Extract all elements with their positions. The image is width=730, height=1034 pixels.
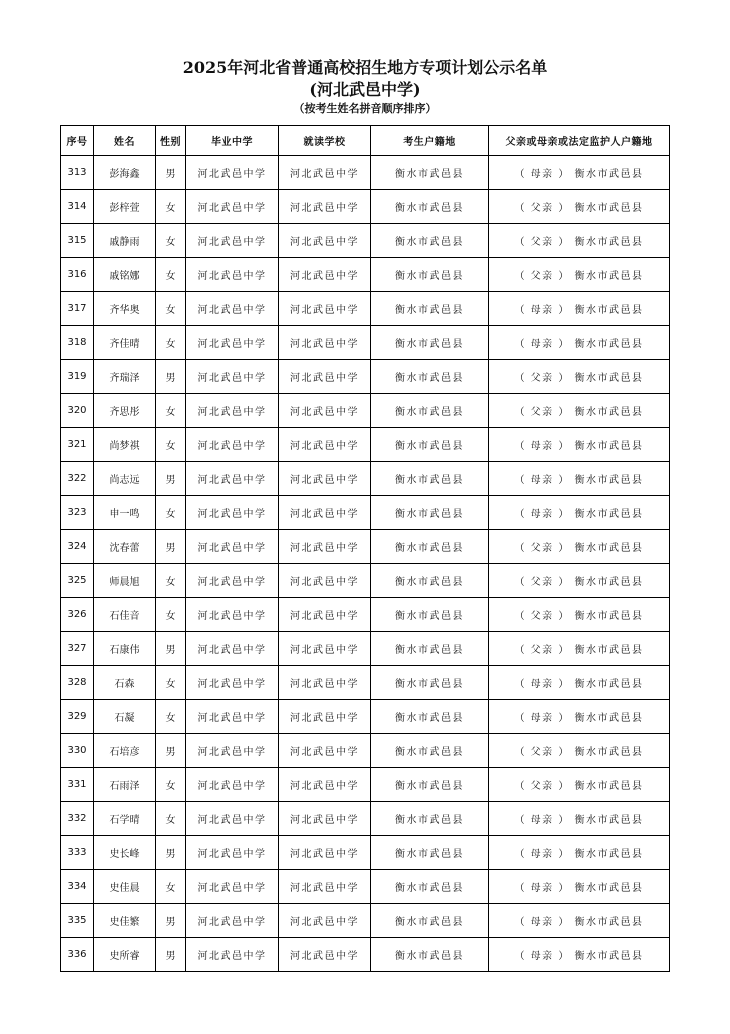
cell-name: 石雨泽: [94, 768, 156, 802]
table-row: [61, 870, 670, 904]
cell-student-residence: 衡水市武邑县: [371, 938, 489, 972]
cell-student-residence: 衡水市武邑县: [371, 462, 489, 496]
cell-name: 尚梦祺: [94, 428, 156, 462]
cell-student-residence: 衡水市武邑县: [371, 734, 489, 768]
cell-guardian-residence: （ 母亲 ） 衡水市武邑县: [489, 904, 670, 938]
cell-serial-number: 326: [61, 598, 94, 632]
table-row: [61, 292, 670, 326]
cell-current-school: 河北武邑中学: [279, 190, 371, 224]
table-row: [61, 938, 670, 972]
cell-guardian-residence: （ 父亲 ） 衡水市武邑县: [489, 190, 670, 224]
cell-graduation-school: 河北武邑中学: [186, 156, 279, 190]
cell-name: 齐思彤: [94, 394, 156, 428]
cell-graduation-school: 河北武邑中学: [186, 938, 279, 972]
cell-serial-number: 315: [61, 224, 94, 258]
table-row: [61, 802, 670, 836]
cell-student-residence: 衡水市武邑县: [371, 496, 489, 530]
cell-graduation-school: 河北武邑中学: [186, 190, 279, 224]
cell-graduation-school: 河北武邑中学: [186, 802, 279, 836]
cell-current-school: 河北武邑中学: [279, 734, 371, 768]
cell-name: 戚铭娜: [94, 258, 156, 292]
cell-student-residence: 衡水市武邑县: [371, 598, 489, 632]
cell-student-residence: 衡水市武邑县: [371, 360, 489, 394]
header-serial-number: 序号: [61, 126, 94, 156]
cell-guardian-residence: （ 母亲 ） 衡水市武邑县: [489, 802, 670, 836]
cell-student-residence: 衡水市武邑县: [371, 156, 489, 190]
cell-student-residence: 衡水市武邑县: [371, 666, 489, 700]
cell-student-residence: 衡水市武邑县: [371, 870, 489, 904]
cell-student-residence: 衡水市武邑县: [371, 632, 489, 666]
cell-current-school: 河北武邑中学: [279, 530, 371, 564]
cell-student-residence: 衡水市武邑县: [371, 530, 489, 564]
cell-serial-number: 314: [61, 190, 94, 224]
cell-guardian-residence: （ 母亲 ） 衡水市武邑县: [489, 836, 670, 870]
table-row: [61, 666, 670, 700]
cell-gender: 女: [156, 598, 186, 632]
cell-gender: 女: [156, 224, 186, 258]
cell-guardian-residence: （ 父亲 ） 衡水市武邑县: [489, 734, 670, 768]
cell-guardian-residence: （ 母亲 ） 衡水市武邑县: [489, 496, 670, 530]
cell-gender: 男: [156, 156, 186, 190]
cell-student-residence: 衡水市武邑县: [371, 224, 489, 258]
cell-guardian-residence: （ 父亲 ） 衡水市武邑县: [489, 564, 670, 598]
cell-serial-number: 327: [61, 632, 94, 666]
cell-serial-number: 319: [61, 360, 94, 394]
cell-name: 沈春蕾: [94, 530, 156, 564]
cell-serial-number: 331: [61, 768, 94, 802]
cell-guardian-residence: （ 母亲 ） 衡水市武邑县: [489, 156, 670, 190]
header-graduation-school: 毕业中学: [186, 126, 279, 156]
cell-gender: 女: [156, 326, 186, 360]
table-row: [61, 836, 670, 870]
table-row: [61, 496, 670, 530]
cell-graduation-school: 河北武邑中学: [186, 666, 279, 700]
cell-gender: 男: [156, 462, 186, 496]
table-row: [61, 734, 670, 768]
cell-name: 申一鸣: [94, 496, 156, 530]
cell-current-school: 河北武邑中学: [279, 836, 371, 870]
cell-graduation-school: 河北武邑中学: [186, 530, 279, 564]
cell-guardian-residence: （ 父亲 ） 衡水市武邑县: [489, 598, 670, 632]
table-header-row: [61, 126, 670, 156]
cell-current-school: 河北武邑中学: [279, 802, 371, 836]
cell-guardian-residence: （ 母亲 ） 衡水市武邑县: [489, 326, 670, 360]
table-row: [61, 360, 670, 394]
cell-guardian-residence: （ 母亲 ） 衡水市武邑县: [489, 428, 670, 462]
cell-graduation-school: 河北武邑中学: [186, 496, 279, 530]
cell-graduation-school: 河北武邑中学: [186, 768, 279, 802]
cell-gender: 男: [156, 836, 186, 870]
table-row: [61, 632, 670, 666]
cell-current-school: 河北武邑中学: [279, 428, 371, 462]
table-row: [61, 768, 670, 802]
roster-table: [60, 125, 670, 972]
cell-current-school: 河北武邑中学: [279, 156, 371, 190]
cell-serial-number: 330: [61, 734, 94, 768]
cell-gender: 男: [156, 904, 186, 938]
cell-serial-number: 317: [61, 292, 94, 326]
cell-name: 史佳晨: [94, 870, 156, 904]
cell-serial-number: 333: [61, 836, 94, 870]
cell-serial-number: 325: [61, 564, 94, 598]
cell-name: 戚静雨: [94, 224, 156, 258]
table-row: [61, 156, 670, 190]
cell-gender: 男: [156, 938, 186, 972]
cell-gender: 男: [156, 530, 186, 564]
cell-graduation-school: 河北武邑中学: [186, 700, 279, 734]
table-row: [61, 904, 670, 938]
cell-gender: 女: [156, 394, 186, 428]
cell-gender: 女: [156, 802, 186, 836]
cell-name: 石康伟: [94, 632, 156, 666]
cell-current-school: 河北武邑中学: [279, 462, 371, 496]
cell-current-school: 河北武邑中学: [279, 870, 371, 904]
cell-gender: 女: [156, 700, 186, 734]
cell-name: 齐瑞泽: [94, 360, 156, 394]
header-current-school: 就读学校: [279, 126, 371, 156]
cell-serial-number: 334: [61, 870, 94, 904]
cell-serial-number: 316: [61, 258, 94, 292]
cell-student-residence: 衡水市武邑县: [371, 326, 489, 360]
cell-student-residence: 衡水市武邑县: [371, 190, 489, 224]
cell-graduation-school: 河北武邑中学: [186, 394, 279, 428]
cell-current-school: 河北武邑中学: [279, 768, 371, 802]
header-gender: 性别: [156, 126, 186, 156]
cell-graduation-school: 河北武邑中学: [186, 224, 279, 258]
cell-current-school: 河北武邑中学: [279, 394, 371, 428]
cell-student-residence: 衡水市武邑县: [371, 836, 489, 870]
cell-serial-number: 318: [61, 326, 94, 360]
sort-order-note: （按考生姓名拼音顺序排序）: [293, 102, 437, 115]
cell-graduation-school: 河北武邑中学: [186, 292, 279, 326]
cell-current-school: 河北武邑中学: [279, 292, 371, 326]
cell-serial-number: 332: [61, 802, 94, 836]
cell-student-residence: 衡水市武邑县: [371, 428, 489, 462]
cell-current-school: 河北武邑中学: [279, 258, 371, 292]
cell-graduation-school: 河北武邑中学: [186, 598, 279, 632]
table-row: [61, 530, 670, 564]
cell-student-residence: 衡水市武邑县: [371, 258, 489, 292]
cell-gender: 男: [156, 360, 186, 394]
cell-current-school: 河北武邑中学: [279, 700, 371, 734]
cell-name: 齐佳晴: [94, 326, 156, 360]
cell-current-school: 河北武邑中学: [279, 904, 371, 938]
cell-serial-number: 324: [61, 530, 94, 564]
cell-name: 史佳繁: [94, 904, 156, 938]
cell-current-school: 河北武邑中学: [279, 938, 371, 972]
header-student-residence: 考生户籍地: [371, 126, 489, 156]
cell-serial-number: 323: [61, 496, 94, 530]
table-row: [61, 258, 670, 292]
cell-serial-number: 336: [61, 938, 94, 972]
cell-name: 彭梓萱: [94, 190, 156, 224]
cell-serial-number: 321: [61, 428, 94, 462]
cell-guardian-residence: （ 母亲 ） 衡水市武邑县: [489, 700, 670, 734]
table-row: [61, 190, 670, 224]
table-row: [61, 598, 670, 632]
cell-name: 石凝: [94, 700, 156, 734]
cell-serial-number: 335: [61, 904, 94, 938]
cell-current-school: 河北武邑中学: [279, 224, 371, 258]
cell-graduation-school: 河北武邑中学: [186, 428, 279, 462]
cell-graduation-school: 河北武邑中学: [186, 836, 279, 870]
cell-current-school: 河北武邑中学: [279, 360, 371, 394]
cell-guardian-residence: （ 父亲 ） 衡水市武邑县: [489, 530, 670, 564]
cell-name: 石森: [94, 666, 156, 700]
cell-gender: 女: [156, 496, 186, 530]
cell-guardian-residence: （ 父亲 ） 衡水市武邑县: [489, 224, 670, 258]
cell-name: 石培彦: [94, 734, 156, 768]
cell-current-school: 河北武邑中学: [279, 632, 371, 666]
header-name: 姓名: [94, 126, 156, 156]
table-row: [61, 428, 670, 462]
cell-name: 石学晴: [94, 802, 156, 836]
cell-name: 史所睿: [94, 938, 156, 972]
table-row: [61, 462, 670, 496]
cell-guardian-residence: （ 母亲 ） 衡水市武邑县: [489, 292, 670, 326]
cell-guardian-residence: （ 父亲 ） 衡水市武邑县: [489, 258, 670, 292]
cell-name: 尚志远: [94, 462, 156, 496]
cell-name: 石佳音: [94, 598, 156, 632]
cell-current-school: 河北武邑中学: [279, 564, 371, 598]
document-subtitle: (河北武邑中学): [309, 80, 421, 99]
cell-guardian-residence: （ 母亲 ） 衡水市武邑县: [489, 462, 670, 496]
cell-guardian-residence: （ 父亲 ） 衡水市武邑县: [489, 632, 670, 666]
cell-guardian-residence: （ 父亲 ） 衡水市武邑县: [489, 768, 670, 802]
cell-name: 师晨旭: [94, 564, 156, 598]
cell-gender: 男: [156, 734, 186, 768]
cell-current-school: 河北武邑中学: [279, 598, 371, 632]
table-body: [61, 156, 670, 972]
cell-gender: 女: [156, 666, 186, 700]
cell-current-school: 河北武邑中学: [279, 496, 371, 530]
cell-name: 彭海鑫: [94, 156, 156, 190]
cell-student-residence: 衡水市武邑县: [371, 904, 489, 938]
cell-gender: 女: [156, 190, 186, 224]
cell-graduation-school: 河北武邑中学: [186, 632, 279, 666]
cell-gender: 女: [156, 768, 186, 802]
cell-name: 史长峰: [94, 836, 156, 870]
table-row: [61, 564, 670, 598]
table-row: [61, 224, 670, 258]
cell-guardian-residence: （ 父亲 ） 衡水市武邑县: [489, 394, 670, 428]
cell-gender: 女: [156, 428, 186, 462]
document-title: 2025年河北省普通高校招生地方专项计划公示名单: [182, 58, 548, 77]
cell-student-residence: 衡水市武邑县: [371, 802, 489, 836]
table-row: [61, 700, 670, 734]
cell-serial-number: 320: [61, 394, 94, 428]
cell-graduation-school: 河北武邑中学: [186, 462, 279, 496]
cell-graduation-school: 河北武邑中学: [186, 870, 279, 904]
cell-current-school: 河北武邑中学: [279, 666, 371, 700]
cell-graduation-school: 河北武邑中学: [186, 360, 279, 394]
cell-gender: 男: [156, 632, 186, 666]
cell-guardian-residence: （ 父亲 ） 衡水市武邑县: [489, 360, 670, 394]
cell-gender: 女: [156, 564, 186, 598]
table-row: [61, 394, 670, 428]
cell-student-residence: 衡水市武邑县: [371, 700, 489, 734]
cell-gender: 女: [156, 292, 186, 326]
cell-serial-number: 328: [61, 666, 94, 700]
cell-graduation-school: 河北武邑中学: [186, 564, 279, 598]
cell-serial-number: 329: [61, 700, 94, 734]
cell-serial-number: 313: [61, 156, 94, 190]
cell-student-residence: 衡水市武邑县: [371, 564, 489, 598]
cell-student-residence: 衡水市武邑县: [371, 394, 489, 428]
cell-serial-number: 322: [61, 462, 94, 496]
cell-gender: 女: [156, 870, 186, 904]
cell-guardian-residence: （ 母亲 ） 衡水市武邑县: [489, 870, 670, 904]
cell-guardian-residence: （ 母亲 ） 衡水市武邑县: [489, 938, 670, 972]
cell-name: 齐华奥: [94, 292, 156, 326]
cell-student-residence: 衡水市武邑县: [371, 292, 489, 326]
cell-guardian-residence: （ 母亲 ） 衡水市武邑县: [489, 666, 670, 700]
cell-student-residence: 衡水市武邑县: [371, 768, 489, 802]
table-row: [61, 326, 670, 360]
cell-current-school: 河北武邑中学: [279, 326, 371, 360]
cell-graduation-school: 河北武邑中学: [186, 326, 279, 360]
cell-graduation-school: 河北武邑中学: [186, 904, 279, 938]
cell-gender: 女: [156, 258, 186, 292]
cell-graduation-school: 河北武邑中学: [186, 734, 279, 768]
cell-graduation-school: 河北武邑中学: [186, 258, 279, 292]
header-guardian-residence: 父亲或母亲或法定监护人户籍地: [489, 126, 670, 156]
